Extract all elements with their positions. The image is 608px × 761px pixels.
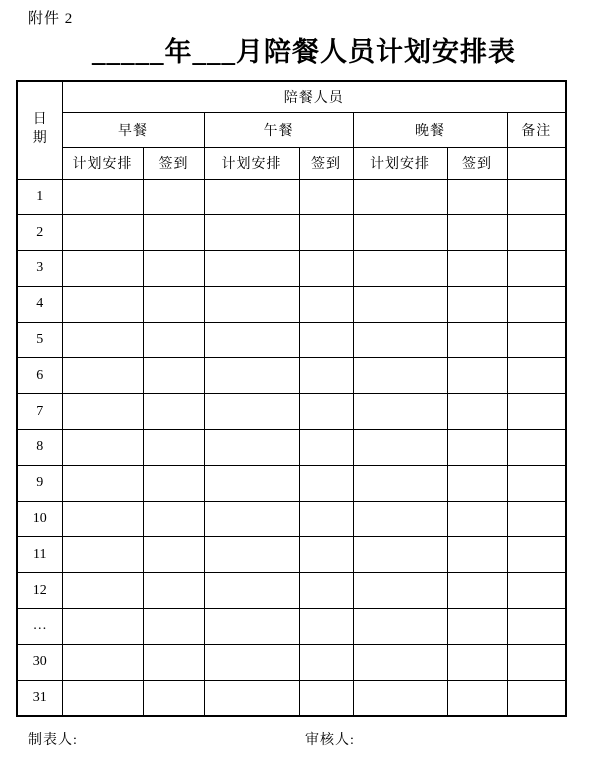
entry-cell <box>143 358 204 394</box>
entry-cell <box>353 286 447 322</box>
entry-cell <box>299 179 353 215</box>
entry-cell <box>143 286 204 322</box>
entry-cell <box>204 430 299 466</box>
remarks-subheader-empty-cell <box>507 147 566 179</box>
entry-cell <box>353 430 447 466</box>
entry-cell <box>507 537 566 573</box>
plan-subheader-lunch: 计划安排 <box>204 147 299 179</box>
entry-cell <box>299 251 353 287</box>
day-cell: 7 <box>17 394 62 430</box>
entry-cell <box>447 537 507 573</box>
table-row <box>17 215 566 251</box>
entry-cell <box>204 215 299 251</box>
entry-cell <box>447 644 507 680</box>
entry-cell <box>62 430 143 466</box>
entry-cell <box>204 537 299 573</box>
entry-cell <box>507 609 566 645</box>
entry-cell <box>507 394 566 430</box>
entry-cell <box>353 609 447 645</box>
entry-cell <box>143 573 204 609</box>
entry-cell <box>507 322 566 358</box>
table-row <box>17 644 566 680</box>
schedule-table <box>16 80 567 717</box>
group-header-personnel: 陪餐人员 <box>62 81 566 112</box>
table-row <box>17 179 566 215</box>
entry-cell <box>447 251 507 287</box>
entry-cell <box>62 215 143 251</box>
meal-header-dinner: 晚餐 <box>353 112 507 147</box>
day-cell: 12 <box>17 573 62 609</box>
entry-cell <box>204 322 299 358</box>
meal-header-breakfast: 早餐 <box>62 112 204 147</box>
signin-subheader-dinner: 签到 <box>447 147 507 179</box>
schedule-table-body <box>17 179 566 716</box>
entry-cell <box>447 179 507 215</box>
entry-cell <box>507 680 566 716</box>
entry-cell <box>62 394 143 430</box>
plan-subheader-breakfast: 计划安排 <box>62 147 143 179</box>
entry-cell <box>143 430 204 466</box>
entry-cell <box>447 680 507 716</box>
entry-cell <box>299 501 353 537</box>
entry-cell <box>299 465 353 501</box>
date-header-char-1: 日 <box>32 112 47 128</box>
entry-cell <box>299 680 353 716</box>
entry-cell <box>204 465 299 501</box>
entry-cell <box>62 537 143 573</box>
entry-cell <box>353 322 447 358</box>
day-cell: 1 <box>17 179 62 215</box>
entry-cell <box>353 680 447 716</box>
plan-subheader-dinner: 计划安排 <box>353 147 447 179</box>
date-header-char-2: 期 <box>32 131 47 147</box>
entry-cell <box>507 179 566 215</box>
meal-header-lunch: 午餐 <box>204 112 353 147</box>
date-column-header <box>17 81 62 179</box>
entry-cell <box>447 322 507 358</box>
entry-cell <box>447 501 507 537</box>
table-row <box>17 573 566 609</box>
entry-cell <box>507 501 566 537</box>
entry-cell <box>447 215 507 251</box>
entry-cell <box>62 322 143 358</box>
entry-cell <box>353 501 447 537</box>
entry-cell <box>447 430 507 466</box>
entry-cell <box>143 644 204 680</box>
day-cell: 5 <box>17 322 62 358</box>
entry-cell <box>204 358 299 394</box>
entry-cell <box>507 465 566 501</box>
table-row <box>17 501 566 537</box>
day-cell: 8 <box>17 430 62 466</box>
entry-cell <box>353 644 447 680</box>
entry-cell <box>353 358 447 394</box>
entry-cell <box>353 251 447 287</box>
table-row <box>17 680 566 716</box>
entry-cell <box>62 465 143 501</box>
entry-cell <box>353 179 447 215</box>
entry-cell <box>353 215 447 251</box>
entry-cell <box>204 644 299 680</box>
table-row <box>17 465 566 501</box>
entry-cell <box>507 215 566 251</box>
entry-cell <box>507 358 566 394</box>
attachment-label: 附件 2 <box>28 11 74 27</box>
entry-cell <box>62 286 143 322</box>
entry-cell <box>143 394 204 430</box>
table-row <box>17 358 566 394</box>
entry-cell <box>507 251 566 287</box>
entry-cell <box>507 644 566 680</box>
entry-cell <box>353 537 447 573</box>
entry-cell <box>299 394 353 430</box>
entry-cell <box>204 251 299 287</box>
entry-cell <box>143 179 204 215</box>
entry-cell <box>204 573 299 609</box>
remarks-header: 备注 <box>507 112 566 147</box>
entry-cell <box>204 179 299 215</box>
day-cell: 2 <box>17 215 62 251</box>
table-row <box>17 394 566 430</box>
day-cell: 3 <box>17 251 62 287</box>
entry-cell <box>447 465 507 501</box>
table-row <box>17 537 566 573</box>
entry-cell <box>447 573 507 609</box>
entry-cell <box>143 501 204 537</box>
signin-subheader-breakfast: 签到 <box>143 147 204 179</box>
day-cell: 4 <box>17 286 62 322</box>
entry-cell <box>143 322 204 358</box>
entry-cell <box>447 286 507 322</box>
entry-cell <box>62 179 143 215</box>
entry-cell <box>204 501 299 537</box>
day-cell: 10 <box>17 501 62 537</box>
day-cell: 9 <box>17 465 62 501</box>
day-cell: 6 <box>17 358 62 394</box>
entry-cell <box>143 465 204 501</box>
table-row <box>17 430 566 466</box>
entry-cell <box>299 215 353 251</box>
entry-cell <box>299 609 353 645</box>
entry-cell <box>299 322 353 358</box>
entry-cell <box>204 680 299 716</box>
entry-cell <box>204 394 299 430</box>
entry-cell <box>507 286 566 322</box>
entry-cell <box>62 680 143 716</box>
entry-cell <box>507 430 566 466</box>
entry-cell <box>143 609 204 645</box>
day-cell: 31 <box>17 680 62 716</box>
entry-cell <box>299 537 353 573</box>
entry-cell <box>447 358 507 394</box>
entry-cell <box>299 286 353 322</box>
entry-cell <box>62 644 143 680</box>
entry-cell <box>353 573 447 609</box>
entry-cell <box>447 609 507 645</box>
entry-cell <box>204 286 299 322</box>
table-row <box>17 286 566 322</box>
table-row <box>17 322 566 358</box>
day-cell: … <box>17 609 62 645</box>
entry-cell <box>299 644 353 680</box>
entry-cell <box>353 465 447 501</box>
entry-cell <box>299 430 353 466</box>
entry-cell <box>143 215 204 251</box>
entry-cell <box>507 573 566 609</box>
table-row <box>17 609 566 645</box>
entry-cell <box>299 573 353 609</box>
entry-cell <box>353 394 447 430</box>
preparer-label: 制表人: <box>28 733 78 748</box>
day-cell: 30 <box>17 644 62 680</box>
entry-cell <box>62 358 143 394</box>
entry-cell <box>62 573 143 609</box>
entry-cell <box>299 358 353 394</box>
entry-cell <box>204 609 299 645</box>
table-row <box>17 251 566 287</box>
entry-cell <box>143 680 204 716</box>
day-cell: 11 <box>17 537 62 573</box>
entry-cell <box>143 251 204 287</box>
reviewer-label: 审核人: <box>305 733 355 748</box>
entry-cell <box>143 537 204 573</box>
entry-cell <box>62 501 143 537</box>
signin-subheader-lunch: 签到 <box>299 147 353 179</box>
page-title: _____年___月陪餐人员计划安排表 <box>92 37 516 67</box>
entry-cell <box>62 251 143 287</box>
entry-cell <box>447 394 507 430</box>
entry-cell <box>62 609 143 645</box>
